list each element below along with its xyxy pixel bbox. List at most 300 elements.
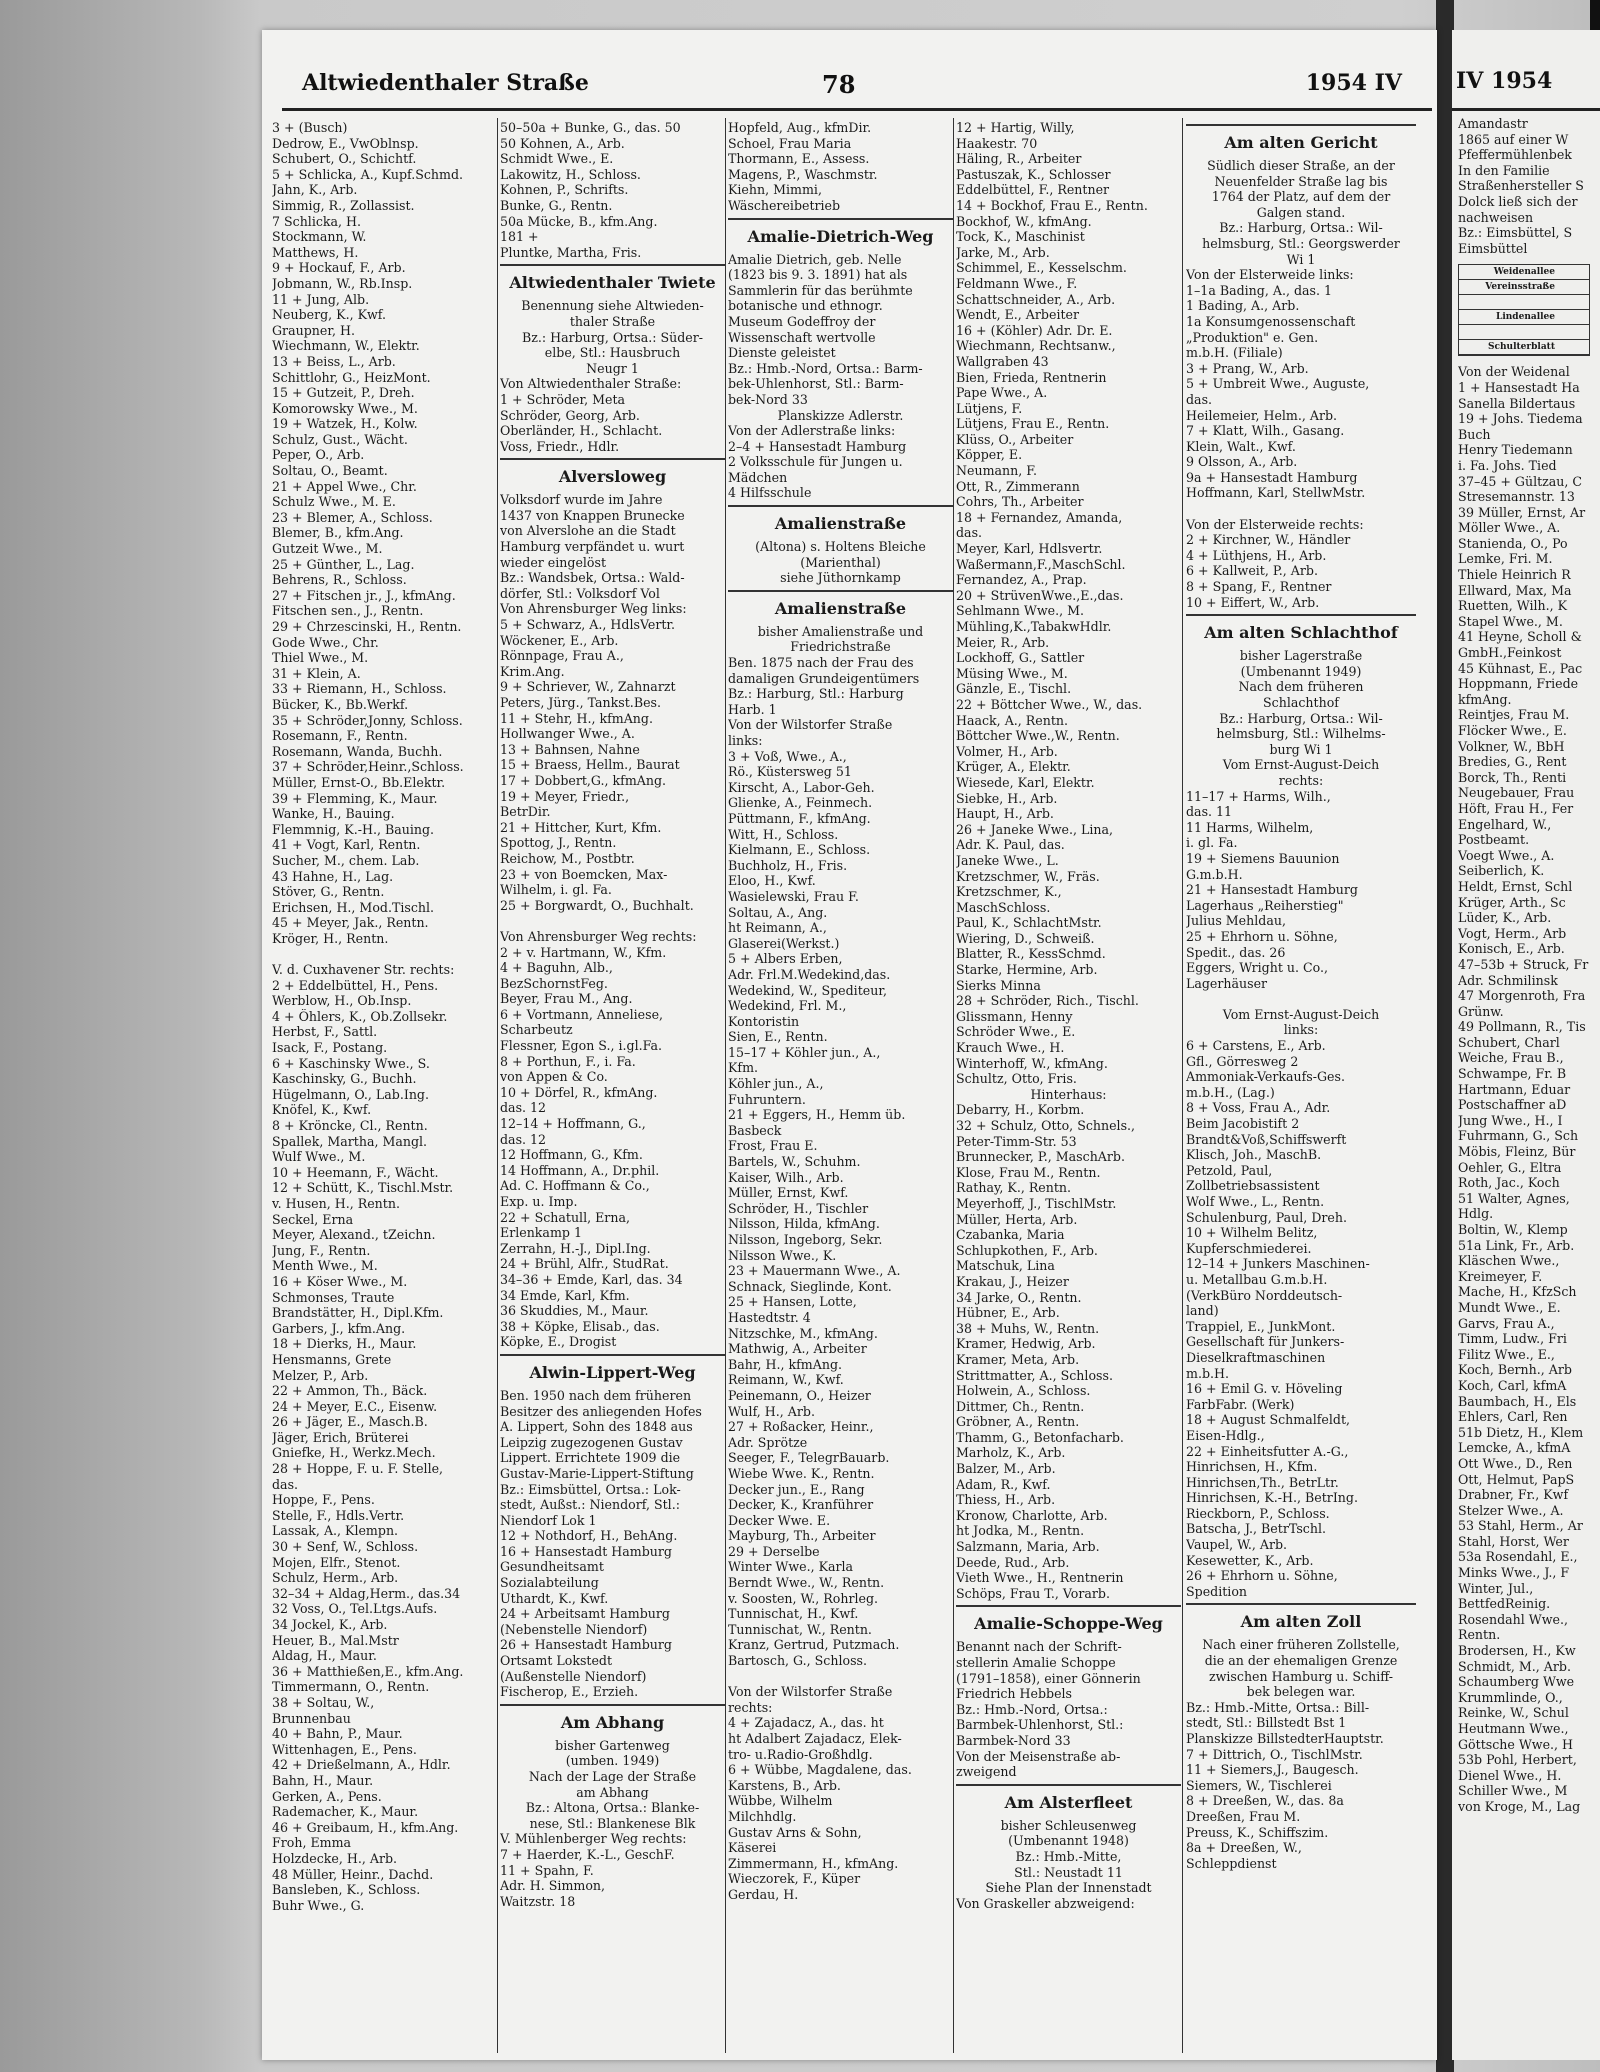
- directory-entry: Von Graskeller abzweigend:: [956, 1895, 1135, 1911]
- directory-entry: 21 + Hansestadt Hamburg: [1186, 882, 1358, 898]
- directory-entry: Planskizze BillstedterHauptstr.: [1186, 1731, 1384, 1746]
- street-note: 1764 der Platz, auf dem der: [1211, 189, 1391, 205]
- directory-entry: 10 + Eiffert, W., Arb.: [1186, 594, 1320, 610]
- directory-entry: 22 + Schatull, Erna,: [500, 1209, 630, 1225]
- directory-entry: Ben. 1950 nach dem früheren: [500, 1387, 692, 1403]
- directory-entry: Bz.: Wandsbek, Ortsa.: Wald-: [500, 570, 685, 586]
- spacer: [1186, 501, 1416, 517]
- directory-entry: 39 + Flemming, K., Maur.: [272, 790, 438, 806]
- directory-entry: Preuss, K., Schiffszim.: [1186, 1824, 1329, 1840]
- directory-entry: Thormann, E., Assess.: [728, 151, 870, 167]
- directory-entry: 26 + Janeke Wwe., Lina,: [956, 821, 1113, 837]
- directory-entry: Kretzschmer, K.,: [956, 884, 1062, 900]
- directory-entry: 36 + Matthießen,E., kfm.Ang.: [272, 1663, 464, 1679]
- directory-entry: Timm, Ludw., Fri: [1458, 1331, 1567, 1347]
- directory-entry: Püttmann, F., kfmAng.: [728, 810, 871, 826]
- directory-entry: Stelle, F., Hdls.Vertr.: [272, 1507, 405, 1523]
- directory-entry: Leipzig zugezogenen Gustav: [500, 1434, 683, 1450]
- directory-entry: Cohrs, Th., Arbeiter: [956, 494, 1084, 510]
- directory-entry: Kiehn, Mimmi,: [728, 182, 822, 198]
- directory-entry: Hübner, E., Arb.: [956, 1305, 1060, 1321]
- directory-entry: 16 + Köser Wwe., M.: [272, 1273, 408, 1289]
- directory-entry: Garvs, Frau A.,: [1458, 1315, 1555, 1331]
- directory-entry: Fitschen sen., J., Rentn.: [272, 603, 424, 619]
- directory-entry: 39 Müller, Ernst, Ar: [1458, 504, 1586, 520]
- directory-entry: Eimsbüttel: [1458, 240, 1528, 256]
- street-heading: Am alten Schlachthof: [1204, 623, 1398, 643]
- directory-entry: 1–1a Bading, A., das. 1: [1186, 282, 1333, 298]
- directory-entry: Soltau, A., Ang.: [728, 904, 828, 920]
- header-rule: [282, 108, 1432, 111]
- directory-entry: Meyerhoff, J., TischlMstr.: [956, 1195, 1117, 1211]
- directory-entry: Neugebauer, Frau: [1458, 785, 1575, 801]
- directory-entry: Eisen-Hdlg.,: [1186, 1427, 1265, 1443]
- directory-entry: stellerin Amalie Schoppe: [956, 1655, 1116, 1670]
- street-note: Bz.: Altona, Ortsa.: Blanke-: [525, 1800, 700, 1816]
- directory-entry: 4 + Öhlers, K., Ob.Zollsekr.: [272, 1008, 448, 1024]
- street-heading: Amalienstraße: [774, 598, 907, 618]
- street-note: Nach einer früheren Zollstelle,: [1202, 1637, 1400, 1653]
- directory-entry: Lemke, Fri. M.: [1458, 551, 1553, 567]
- directory-entry: 29 + Derselbe: [728, 1543, 820, 1559]
- street-heading: Am alten Zoll: [1240, 1612, 1362, 1632]
- directory-entry: Klisch, Joh., MaschB.: [1186, 1147, 1322, 1163]
- directory-entry: Kohnen, P., Schrifts.: [500, 182, 629, 198]
- directory-entry: Weiche, Frau B.,: [1458, 1050, 1564, 1066]
- directory-entry: dörfer, Stl.: Volksdorf Vol: [500, 585, 660, 601]
- directory-entry: i. Fa. Johs. Tied: [1458, 457, 1557, 473]
- directory-entry: GmbH.,Feinkost: [1458, 645, 1562, 661]
- directory-entry: m.b.H.: [1186, 1365, 1229, 1381]
- directory-entry: 19 + Siemens Bauunion: [1186, 850, 1340, 866]
- directory-entry: 1437 von Knappen Brunecke: [500, 507, 685, 523]
- street-note: am Abhang: [576, 1784, 649, 1800]
- street-note: Neuenfelder Straße lag bis: [1214, 173, 1388, 189]
- directory-entry: Krummlinde, O.,: [1458, 1689, 1563, 1705]
- directory-entry: Brandstätter, H., Dipl.Kfm.: [272, 1305, 444, 1321]
- crossing-row: [1459, 325, 1589, 340]
- directory-entry: Adr. H. Simmon,: [500, 1878, 606, 1894]
- directory-entry: 45 + Meyer, Jak., Rentn.: [272, 915, 429, 931]
- directory-entry: Müller, Ernst-O., Bb.Elektr.: [272, 774, 446, 790]
- directory-entry: 36 Skuddies, M., Maur.: [500, 1303, 649, 1319]
- directory-entry: Starke, Hermine, Arb.: [956, 962, 1098, 978]
- directory-entry: Klose, Frau M., Rentn.: [956, 1164, 1101, 1180]
- directory-entry: 26 + Jäger, E., Masch.B.: [272, 1414, 428, 1430]
- directory-entry: 20 + StrüvenWwe.,E.,das.: [956, 587, 1124, 603]
- directory-entry: Spedition: [1186, 1583, 1248, 1599]
- directory-entry: Pfeffermühlenbek: [1458, 147, 1572, 163]
- directory-entry: Tunnischat, W., Rentn.: [728, 1621, 872, 1637]
- street-note: siehe Jüthornkamp: [780, 570, 901, 586]
- directory-entry: Buhr Wwe., G.: [272, 1897, 365, 1913]
- directory-entry: Adr. Sprötze: [728, 1434, 808, 1450]
- directory-entry: 53 Stahl, Herm., Ar: [1458, 1518, 1583, 1534]
- directory-entry: Schleppdienst: [1186, 1855, 1277, 1871]
- directory-entry: Lütjens, Frau E., Rentn.: [956, 416, 1110, 432]
- directory-entry: Lüder, K., Arb.: [1458, 910, 1552, 926]
- directory-entry: Nilsson, Hilda, kfmAng.: [728, 1216, 880, 1232]
- directory-entry: 32 Voss, O., Tel.Ltgs.Aufs.: [272, 1601, 438, 1617]
- directory-entry: u. Metallbau G.m.b.H.: [1186, 1271, 1328, 1287]
- directory-entry: Isack, F., Postang.: [272, 1040, 388, 1056]
- directory-entry: Tock, K., Maschinist: [956, 229, 1085, 245]
- directory-entry: m.b.H. (Filiale): [1186, 345, 1283, 361]
- street-note: Wi 1: [1286, 251, 1316, 267]
- directory-entry: Von der Elsterweide rechts:: [1186, 516, 1364, 532]
- directory-entry: Häling, R., Arbeiter: [956, 151, 1082, 167]
- directory-entry: Fuhrmann, G., Sch: [1458, 1128, 1579, 1144]
- directory-entry: Deede, Rud., Arb.: [956, 1554, 1070, 1570]
- directory-entry: Vaupel, W., Arb.: [1186, 1537, 1288, 1553]
- directory-entry: 9 + Schriever, W., Zahnarzt: [500, 679, 676, 695]
- directory-entry: Straßenhersteller S: [1458, 178, 1584, 194]
- directory-entry: Kramer, Meta, Arb.: [956, 1351, 1080, 1367]
- directory-entry: 41 Heyne, Scholl &: [1458, 629, 1582, 645]
- directory-entry: Reichow, M., Postbtr.: [500, 850, 635, 866]
- directory-entry: Ellward, Max, Ma: [1458, 582, 1572, 598]
- directory-entry: Thiel Wwe., M.: [272, 650, 369, 666]
- column-4: [956, 120, 1181, 2050]
- directory-entry: das. 12: [500, 1131, 547, 1147]
- street-note: Friedrichstraße: [790, 639, 891, 655]
- directory-entry: Volksdorf wurde im Jahre: [500, 492, 663, 508]
- directory-entry: 50–50a + Bunke, G., das. 50: [500, 120, 681, 135]
- directory-entry: Adam, R., Kwf.: [956, 1476, 1051, 1492]
- directory-entry: Klein, Walt., Kwf.: [1186, 438, 1296, 454]
- street-note: Südlich dieser Straße, an der: [1207, 158, 1395, 173]
- directory-entry: Bücker, K., Bb.Werkf.: [272, 696, 409, 712]
- directory-entry: Paul, K., SchlachtMstr.: [956, 915, 1102, 931]
- directory-entry: Hinrichsen, K.-H., BetrIng.: [1186, 1490, 1358, 1506]
- directory-entry: Siebke, H., Arb.: [956, 790, 1058, 806]
- directory-entry: Sammlerin für das berühmte: [728, 282, 913, 298]
- column-3: [728, 120, 953, 2050]
- directory-entry: Gfl., Görresweg 2: [1186, 1053, 1299, 1069]
- directory-entry: 12 + Nothdorf, H., BehAng.: [500, 1528, 678, 1544]
- directory-entry: Haupt, H., Arb.: [956, 806, 1054, 822]
- directory-entry: Komorowsky Wwe., M.: [272, 400, 418, 416]
- directory-entry: 34 Emde, Karl, Kfm.: [500, 1287, 630, 1303]
- directory-entry: Gustav-Marie-Lippert-Stiftung: [500, 1465, 694, 1481]
- directory-entry: 30 + Senf, W., Schloss.: [272, 1539, 419, 1555]
- directory-entry: Wanke, H., Bauing.: [272, 806, 395, 822]
- street-heading: Am Abhang: [560, 1712, 665, 1732]
- directory-entry: Friedrich Hebbels: [956, 1686, 1073, 1702]
- page-number: 78: [822, 70, 856, 99]
- directory-entry: 38 + Muhs, W., Rentn.: [956, 1320, 1100, 1336]
- directory-entry: Eddelbüttel, F., Rentner: [956, 182, 1110, 198]
- directory-entry: Drabner, Fr., Kwf: [1458, 1487, 1569, 1503]
- directory-entry: Hügelmann, O., Lab.Ing.: [272, 1086, 429, 1102]
- directory-entry: „Produktion" e. Gen.: [1186, 329, 1319, 345]
- directory-entry: Jobmann, W., Rb.Insp.: [272, 275, 413, 291]
- directory-entry: Amandastr: [1458, 116, 1528, 131]
- directory-entry: 5 + Albers Erben,: [728, 951, 843, 967]
- directory-entry: 5 + Schlicka, A., Kupf.Schmd.: [272, 166, 464, 182]
- directory-entry: 15–17 + Köhler jun., A.,: [728, 1044, 881, 1060]
- directory-entry: 22 + Ammon, Th., Bäck.: [272, 1383, 428, 1399]
- directory-entry: 50a Mücke, B., kfm.Ang.: [500, 213, 658, 229]
- column-2: [500, 120, 725, 2050]
- directory-entry: 1a Konsumgenossenschaft: [1186, 313, 1356, 329]
- directory-entry: Meier, R., Arb.: [956, 634, 1050, 650]
- directory-entry: 26 + Ehrhorn u. Söhne,: [1186, 1568, 1338, 1584]
- directory-entry: stedt, Außst.: Niendorf, Stl.:: [500, 1497, 680, 1513]
- directory-entry: Mayburg, Th., Arbeiter: [728, 1528, 876, 1544]
- column-divider: [497, 118, 498, 2053]
- directory-entry: Barmbek-Uhlenhorst, Stl.:: [956, 1717, 1124, 1733]
- directory-entry: 31 + Klein, A.: [272, 665, 361, 681]
- street-note: Siehe Plan der Innenstadt: [985, 1880, 1152, 1896]
- directory-entry: Kretzschmer, W., Fräs.: [956, 868, 1100, 884]
- directory-entry: 23 + von Boemcken, Max-: [500, 866, 668, 882]
- directory-entry: Dedrow, E., VwOblnsp.: [272, 135, 419, 151]
- directory-entry: Wäschereibetrieb: [728, 197, 841, 213]
- directory-entry: Meyer, Karl, Hdlsvertr.: [956, 541, 1103, 557]
- directory-entry: Voegt Wwe., A.: [1458, 847, 1555, 863]
- section-rule: [1186, 614, 1416, 616]
- directory-entry: Schulz, Herm., Arb.: [272, 1570, 399, 1586]
- street-note: (Umbenannt 1949): [1240, 663, 1362, 679]
- directory-entry: Sehlmann Wwe., M.: [956, 603, 1084, 619]
- street-heading: Amalienstraße: [774, 514, 907, 534]
- directory-entry: Krüger, A., Elektr.: [956, 759, 1071, 775]
- directory-entry: 4 + Lüthjens, H., Arb.: [1186, 547, 1327, 563]
- directory-entry: 37 + Schröder,Heinr.,Schloss.: [272, 759, 464, 775]
- section-rule: [728, 590, 953, 592]
- directory-entry: 51b Dietz, H., Klem: [1458, 1424, 1584, 1440]
- directory-entry: Bunke, G., Rentn.: [500, 197, 613, 213]
- directory-entry: Graupner, H.: [272, 322, 355, 338]
- directory-entry: Klüss, O., Arbeiter: [956, 431, 1074, 447]
- directory-entry: Dienel Wwe., H.: [1458, 1767, 1562, 1783]
- directory-entry: Schattschneider, A., Arb.: [956, 291, 1116, 307]
- directory-entry: Oberländer, H., Schlacht.: [500, 423, 663, 439]
- directory-entry: Adr. K. Paul, das.: [956, 837, 1065, 853]
- directory-entry: Von Ahrensburger Weg links:: [500, 601, 687, 617]
- directory-entry: Dreeßen, Frau M.: [1186, 1808, 1301, 1824]
- directory-entry: Schimmel, E., Kesselschm.: [956, 260, 1127, 276]
- directory-entry: Wedekind, Frl. M.,: [728, 998, 847, 1014]
- directory-entry: Von Ahrensburger Weg rechts:: [500, 928, 697, 944]
- directory-entry: Bredies, G., Rent: [1458, 754, 1567, 770]
- directory-entry: 6 + Vortmann, Anneliese,: [500, 1006, 664, 1022]
- directory-entry: Schmidt, M., Arb.: [1458, 1658, 1571, 1674]
- directory-entry: Knöfel, K., Kwf.: [272, 1102, 372, 1118]
- directory-entry: Kirscht, A., Labor-Geh.: [728, 779, 875, 795]
- directory-entry: Gustav Arns & Sohn,: [728, 1824, 862, 1840]
- directory-entry: 2 + Kirchner, W., Händler: [1186, 532, 1351, 548]
- directory-entry: Menth Wwe., M.: [272, 1258, 378, 1274]
- directory-entry: m.b.H., (Lag.): [1186, 1084, 1275, 1100]
- directory-entry: Schmidt Wwe., E.: [500, 151, 614, 167]
- street-note: burg Wi 1: [1269, 741, 1333, 757]
- directory-entry: Brunnenbau: [272, 1710, 351, 1726]
- directory-entry: V. d. Cuxhavener Str. rechts:: [272, 962, 455, 978]
- directory-entry: 32 + Schulz, Otto, Schnels.,: [956, 1118, 1136, 1133]
- directory-entry: 46 + Greibaum, H., kfm.Ang.: [272, 1819, 459, 1835]
- directory-entry: Mädchen: [728, 469, 788, 485]
- directory-entry: 25 + Hansen, Lotte,: [728, 1294, 857, 1310]
- directory-entry: Rieckborn, P., Schloss.: [1186, 1505, 1330, 1521]
- directory-entry: 12 + Hartig, Willy,: [956, 120, 1075, 135]
- directory-entry: Wiering, D., Schweiß.: [956, 930, 1095, 946]
- street-note: zwischen Hamburg u. Schiff-: [1208, 1668, 1394, 1684]
- directory-entry: Nitzschke, M., kfmAng.: [728, 1325, 878, 1341]
- directory-entry: Stapel Wwe., M.: [1458, 613, 1563, 629]
- directory-entry: Filitz Wwe., E.,: [1458, 1346, 1555, 1362]
- directory-entry: Kaschinsky, G., Buchh.: [272, 1071, 417, 1087]
- directory-entry: Fuhruntern.: [728, 1091, 806, 1107]
- directory-entry: 8 + Dreeßen, W., das. 8a: [1186, 1793, 1344, 1809]
- directory-entry: Krakau, J., Heizer: [956, 1273, 1069, 1289]
- directory-entry: Benannt nach der Schrift-: [956, 1639, 1122, 1655]
- directory-entry: Aldag, H., Maur.: [272, 1648, 377, 1664]
- directory-entry: Timmermann, O., Rentn.: [272, 1679, 430, 1695]
- directory-entry: Jäger, Erich, Brüterei: [272, 1429, 409, 1445]
- directory-entry: Peinemann, O., Heizer: [728, 1387, 871, 1403]
- street-note: Bz.: Harburg, Ortsa.: Süder-: [521, 329, 704, 345]
- directory-entry: Spallek, Martha, Mangl.: [272, 1133, 428, 1149]
- directory-entry: Hastedtstr. 4: [728, 1309, 811, 1325]
- directory-entry: Winter Wwe., Karla: [728, 1559, 854, 1575]
- directory-entry: Lagerhäuser: [1186, 975, 1268, 991]
- directory-entry: 10 + Wilhelm Belitz,: [1186, 1225, 1318, 1241]
- directory-entry: Möbis, Fleinz, Bür: [1458, 1144, 1576, 1160]
- directory-entry: 14 Hoffmann, A., Dr.phil.: [500, 1162, 660, 1178]
- directory-entry: Barmbek-Nord 33: [956, 1732, 1071, 1748]
- directory-entry: 21 + Appel Wwe., Chr.: [272, 478, 417, 494]
- directory-entry: Sien, E., Rentn.: [728, 1029, 828, 1045]
- directory-entry: Mühling,K.,TabakwHdlr.: [956, 619, 1112, 634]
- directory-entry: 11 + Siemers,J., Baugesch.: [1186, 1762, 1359, 1778]
- directory-entry: 2 + Eddelbüttel, H., Pens.: [272, 977, 439, 993]
- directory-entry: Mojen, Elfr., Stenot.: [272, 1554, 401, 1570]
- directory-entry: Henry Tiedemann: [1458, 442, 1573, 458]
- directory-entry: G.m.b.H.: [1186, 866, 1243, 882]
- directory-entry: 2 Volksschule für Jungen u.: [728, 454, 903, 470]
- directory-entry: 1 + Hansestadt Ha: [1458, 379, 1580, 395]
- directory-entry: Rosendahl Wwe.,: [1458, 1611, 1568, 1627]
- directory-entry: 25 + Ehrhorn u. Söhne,: [1186, 928, 1338, 944]
- street-note: Vom Ernst-August-Deich: [1222, 757, 1380, 773]
- directory-entry: Werblow, H., Ob.Insp.: [272, 993, 412, 1009]
- directory-entry: Von Altwiedenthaler Straße:: [500, 376, 682, 392]
- directory-entry: Lippert. Errichtete 1909 die: [500, 1450, 681, 1466]
- directory-entry: 33 + Riemann, H., Schloss.: [272, 681, 447, 697]
- directory-entry: Ben. 1875 nach der Frau des: [728, 655, 914, 671]
- directory-entry: Hollwanger Wwe., A.: [500, 726, 635, 742]
- directory-entry: Heldt, Ernst, Schl: [1458, 878, 1573, 894]
- directory-entry: Schlupkothen, F., Arb.: [956, 1242, 1098, 1258]
- directory-entry: das. 11: [1186, 804, 1233, 820]
- directory-entry: 4 + Baguhn, Alb.,: [500, 960, 613, 976]
- directory-entry: Uthardt, K., Kwf.: [500, 1590, 609, 1606]
- street-note: bisher Amalienstraße und: [757, 623, 924, 639]
- directory-entry: Magens, P., Waschmstr.: [728, 166, 878, 182]
- directory-entry: 38 + Soltau, W.,: [272, 1694, 375, 1710]
- street-note: links:: [1283, 1022, 1319, 1038]
- directory-entry: Kläschen Wwe.,: [1458, 1253, 1560, 1269]
- directory-entry: Neuberg, K., Kwf.: [272, 307, 387, 323]
- directory-entry: Adr. Frl.M.Wedekind,das.: [728, 966, 891, 982]
- directory-entry: damaligen Grundeigentümers: [728, 670, 920, 686]
- directory-entry: Flessner, Egon S., i.gl.Fa.: [500, 1038, 663, 1054]
- street-heading: Altwiedenthaler Twiete: [509, 273, 716, 293]
- directory-entry: Schulz, Gust., Wächt.: [272, 431, 408, 447]
- directory-entry: Stelzer Wwe., A.: [1458, 1502, 1564, 1518]
- directory-entry: Decker, K., Kranführer: [728, 1497, 874, 1513]
- section-rule: [500, 458, 725, 460]
- directory-entry: Peter-Timm-Str. 53: [956, 1133, 1077, 1149]
- directory-entry: Reinke, W., Schul: [1458, 1705, 1569, 1721]
- directory-entry: Janeke Wwe., L.: [956, 852, 1059, 868]
- directory-entry: 50 Kohnen, A., Arb.: [500, 135, 625, 151]
- directory-entry: 23 + Blemer, A., Schloss.: [272, 509, 433, 525]
- spacer: [272, 946, 497, 962]
- directory-entry: Rentn.: [1458, 1627, 1501, 1643]
- directory-entry: 27 + Roßacker, Heinr.,: [728, 1419, 874, 1435]
- directory-entry: Ammoniak-Verkaufs-Ges.: [1186, 1069, 1345, 1085]
- directory-entry: A. Lippert, Sohn des 1848 aus: [500, 1419, 693, 1435]
- running-head-street: Altwiedenthaler Straße: [302, 70, 589, 96]
- directory-entry: Ott, Helmut, PapS: [1458, 1471, 1575, 1487]
- directory-entry: 24 + Meyer, E.C., Eisenw.: [272, 1398, 438, 1414]
- directory-entry: Kesewetter, K., Arb.: [1186, 1552, 1314, 1568]
- directory-entry: Minks Wwe., J., F: [1458, 1565, 1570, 1581]
- directory-entry: Lütjens, F.: [956, 400, 1023, 416]
- directory-entry: Brunnecker, P., MaschArb.: [956, 1149, 1125, 1165]
- directory-entry: Simmig, R., Zollassist.: [272, 197, 415, 213]
- directory-entry: tro- u.Radio-Großhdlg.: [728, 1746, 873, 1762]
- directory-entry: Meyer, Alexand., tZeichn.: [272, 1227, 436, 1243]
- directory-entry: Roth, Jac., Koch: [1458, 1175, 1560, 1191]
- directory-entry: Voss, Friedr., Hdlr.: [500, 438, 620, 454]
- street-note: bisher Schleusenweg: [1000, 1817, 1137, 1833]
- directory-entry: Müller, Ernst, Kwf.: [728, 1185, 849, 1201]
- directory-entry: V. Mühlenberger Weg rechts:: [500, 1831, 687, 1847]
- directory-entry: Rosemann, Wanda, Buchh.: [272, 743, 443, 759]
- right-page-column: [1458, 116, 1598, 1815]
- directory-entry: Basbeck: [728, 1122, 782, 1138]
- section-rule: [728, 218, 953, 220]
- directory-entry: 2 + v. Hartmann, W., Kfm.: [500, 944, 667, 960]
- directory-entry: 41 + Vogt, Karl, Rentn.: [272, 837, 421, 853]
- directory-entry: 1865 auf einer W: [1458, 131, 1569, 147]
- directory-entry: Schaumberg Wwe: [1458, 1674, 1575, 1690]
- directory-entry: 12 Hoffmann, G., Kfm.: [500, 1147, 643, 1163]
- directory-entry: Scharbeutz: [500, 1022, 573, 1038]
- directory-entry: Bz.: Harburg, Stl.: Harburg: [728, 686, 904, 702]
- directory-entry: Vieth Wwe., H., Rentnerin: [956, 1570, 1124, 1586]
- directory-entry: Schmonses, Traute: [272, 1289, 395, 1305]
- directory-entry: Kreimeyer, F.: [1458, 1268, 1543, 1284]
- directory-entry: Hartmann, Eduar: [1458, 1081, 1571, 1097]
- directory-entry: Waßermann,F.,MaschSchl.: [956, 556, 1126, 572]
- directory-entry: Stockmann, W.: [272, 229, 367, 245]
- directory-entry: 27 + Fitschen jr., J., kfmAng.: [272, 587, 456, 603]
- directory-entry: Soltau, O., Beamt.: [272, 463, 388, 479]
- directory-entry: 17 + Dobbert,G., kfmAng.: [500, 772, 667, 788]
- directory-entry: 45 Kühnast, E., Pac: [1458, 660, 1583, 676]
- directory-entry: Herbst, F., Sattl.: [272, 1024, 378, 1040]
- directory-entry: 1 Bading, A., Arb.: [1186, 298, 1300, 314]
- directory-entry: 53b Pohl, Herbert,: [1458, 1752, 1577, 1768]
- directory-entry: Reintjes, Frau M.: [1458, 707, 1570, 723]
- directory-entry: Wallgraben 43: [956, 353, 1049, 369]
- directory-entry: Lakowitz, H., Schloss.: [500, 166, 641, 182]
